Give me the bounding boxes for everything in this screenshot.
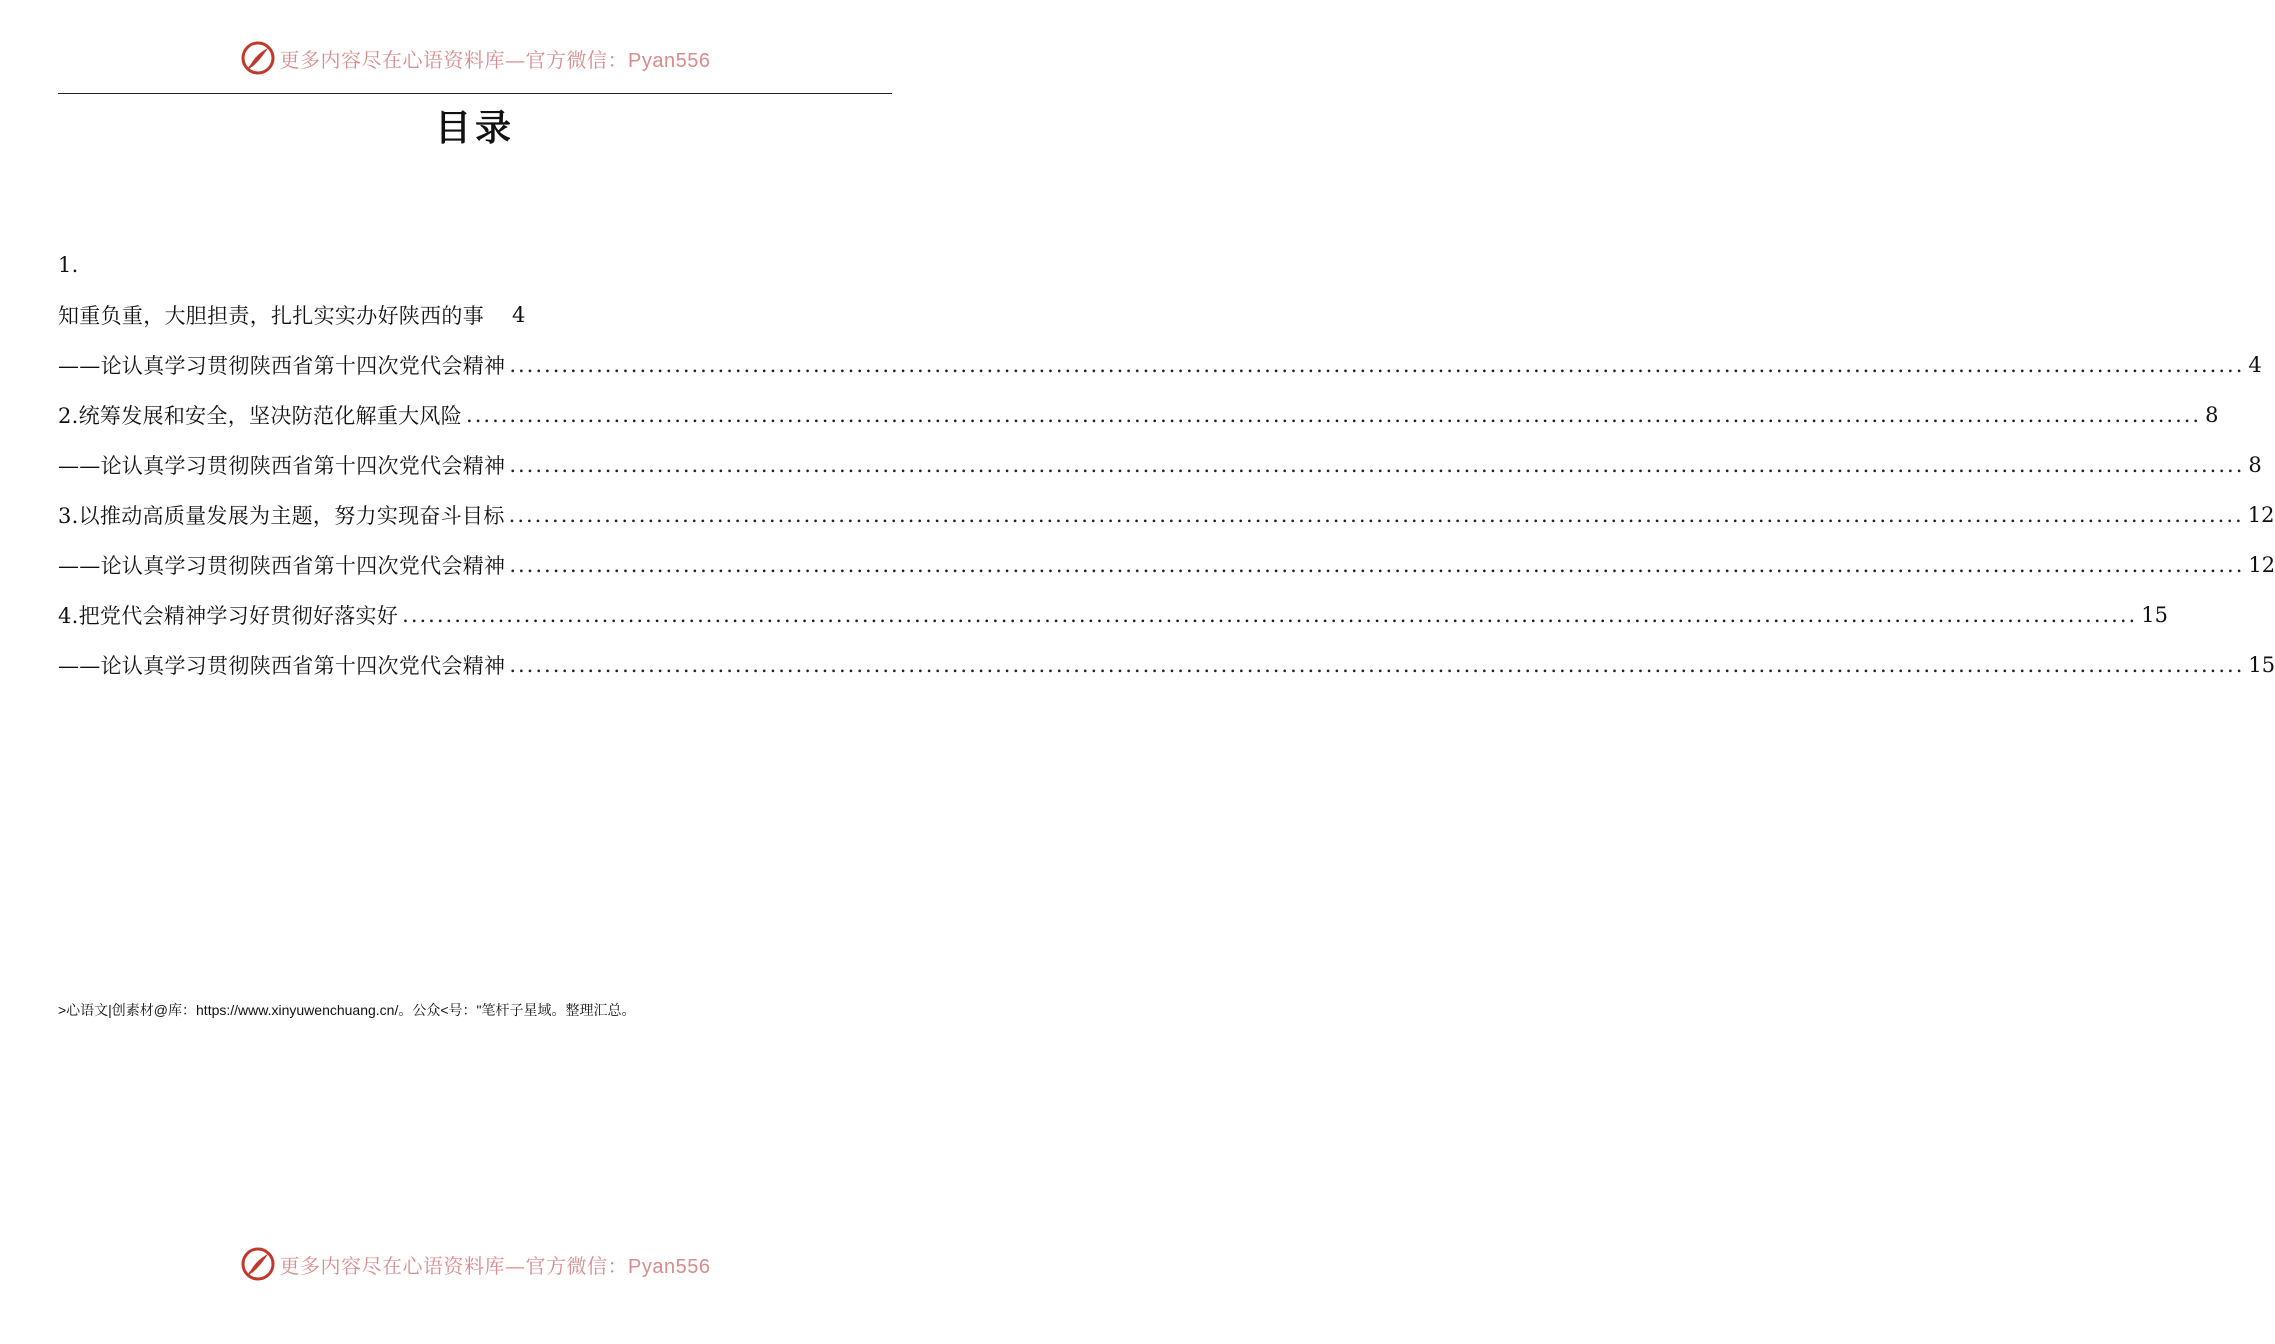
toc-dot-leader: ........................................................................................................................................................................................................ [508,503,2244,527]
toc-entry-text: 2.统筹发展和安全，坚决防范化解重大风险 [58,404,463,428]
banner-text [280,44,711,73]
toc-page-number: 15 [2141,603,2168,627]
toc-entry-text: ——论认真学习贯彻陕西省第十四次党代会精神 [58,454,506,478]
banner-wechat-id: Pyan556 [628,49,711,72]
page-title: 目录 [434,107,515,149]
quill-logo-icon [240,1246,276,1282]
toc-entry[interactable] [58,390,2219,440]
banner-wechat-id: Pyan556 [628,1255,711,1278]
toc-entry[interactable] [58,540,2275,590]
quill-logo-icon [240,40,276,76]
toc-entry[interactable] [58,440,2262,490]
footer-banner [0,1244,950,1284]
toc-entry-text: 知重负重，大胆担责，扎扎实实办好陕西的事 [58,304,484,328]
toc-entry[interactable] [58,340,2262,390]
header-rule [58,93,892,94]
toc-entry-text: ——论认真学习贯彻陕西省第十四次党代会精神 [58,554,506,578]
toc-dot-leader: ........................................................................................................................................................................................................ [509,353,2245,377]
table-of-contents [58,240,2275,690]
toc-page-number: 15 [2248,653,2275,677]
footnote: >心语文|创素材@库：https://www.xinyuwenchuang.cn/。公众<号："笔杆子星域。整理汇总。 [58,1002,636,1018]
toc-entry[interactable] [58,490,2275,540]
toc-dot-leader: ........................................................................................................................................................................................................ [402,603,2138,627]
toc-entry-text: ——论认真学习贯彻陕西省第十四次党代会精神 [58,354,506,378]
toc-entry[interactable] [58,290,892,340]
toc-entry-text: 3.以推动高质量发展为主题，努力实现奋斗目标 [58,504,505,528]
toc-entry[interactable] [58,590,2168,640]
toc-entry[interactable] [58,640,2275,690]
toc-entry-text: 4.把党代会精神学习好贯彻好落实好 [58,604,399,628]
toc-entry[interactable] [58,240,892,290]
header-banner [0,38,950,78]
toc-entry-text: 1. [58,253,79,277]
banner-text [280,1250,711,1279]
toc-dot-leader: ........................................................................................................................................................................................................ [509,453,2245,477]
toc-page-number: 4 [512,303,526,327]
toc-dot-leader: ........................................................................................................................................................................................................ [509,553,2245,577]
toc-page-number: 12 [2247,503,2275,527]
toc-page-number: 4 [2248,353,2262,377]
banner-label: 更多内容尽在心语资料库—官方微信： [279,1253,629,1278]
toc-dot-leader: ........................................................................................................................................................................................................ [509,653,2245,677]
toc-page-number: 8 [2248,453,2262,477]
toc-entry-text: ——论认真学习贯彻陕西省第十四次党代会精神 [58,654,506,678]
toc-page-number: 8 [2205,403,2219,427]
toc-dot-leader: ........................................................................................................................................................................................................ [466,403,2202,427]
toc-page-number: 12 [2248,553,2275,577]
banner-label: 更多内容尽在心语资料库—官方微信： [279,47,629,72]
